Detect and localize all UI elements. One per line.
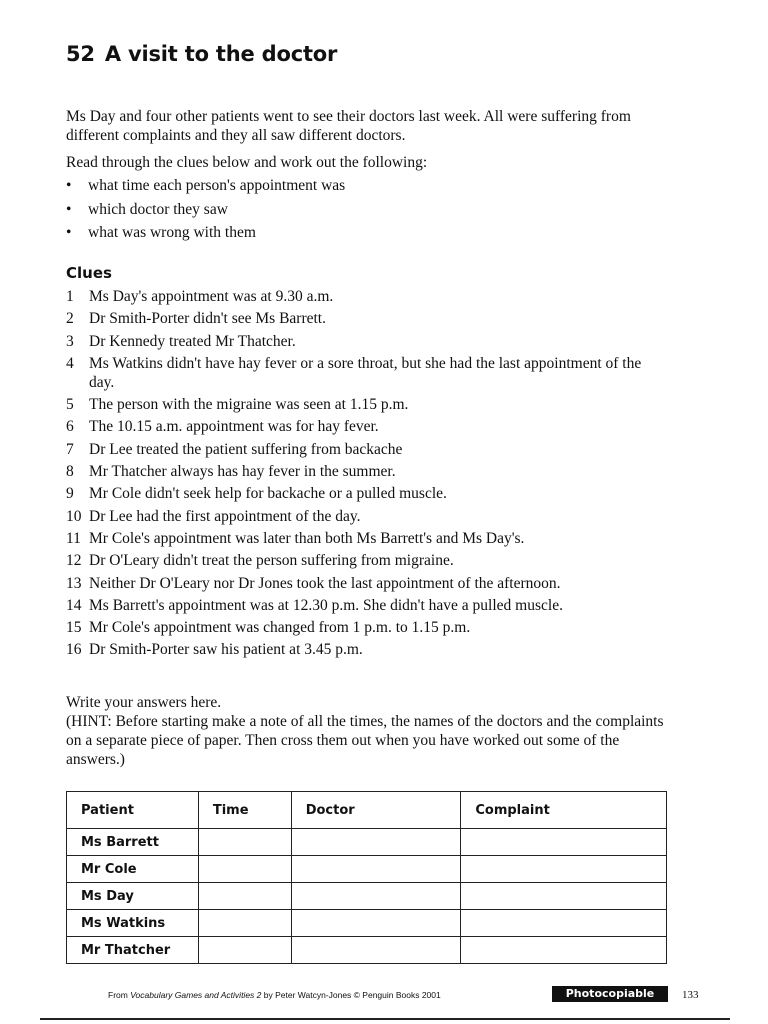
answer-instructions bbox=[66, 693, 666, 769]
complaint-cell[interactable] bbox=[461, 856, 667, 883]
clue-text: Ms Watkins didn't have hay fever or a sore throat, but she had the last appointment of the day. bbox=[89, 354, 642, 391]
footer-credit: From Vocabulary Games and Activities 2 by Peter Watcyn-Jones © Penguin Books 2001 bbox=[108, 990, 441, 1000]
clue-text: Mr Thatcher always has hay fever in the summer. bbox=[89, 463, 396, 481]
clue-item bbox=[66, 395, 666, 414]
answer-intro: Write your answers here. bbox=[66, 694, 222, 711]
doctor-cell[interactable] bbox=[291, 937, 461, 964]
clues-heading: Clues bbox=[66, 264, 112, 282]
column-header: Patient bbox=[67, 792, 199, 829]
task-list bbox=[66, 176, 345, 247]
clue-text: Dr Lee treated the patient suffering from backache bbox=[89, 440, 403, 458]
column-header: Complaint bbox=[461, 792, 667, 829]
footer-divider bbox=[40, 1018, 730, 1020]
patient-cell: Mr Cole bbox=[67, 856, 199, 883]
clue-number: 13 bbox=[66, 574, 82, 592]
table-row bbox=[67, 910, 667, 937]
doctor-cell[interactable] bbox=[291, 829, 461, 856]
clue-number: 14 bbox=[66, 596, 82, 614]
clue-text: Dr Lee had the first appointment of the day. bbox=[89, 507, 361, 525]
clue-item bbox=[66, 507, 666, 526]
page-title bbox=[66, 42, 337, 66]
clue-item bbox=[66, 484, 666, 503]
clue-number: 4 bbox=[66, 354, 74, 372]
clue-text: Dr Kennedy treated Mr Thatcher. bbox=[89, 332, 296, 350]
clue-number: 3 bbox=[66, 332, 74, 350]
clue-text: Mr Cole's appointment was later than both Ms Barrett's and Ms Day's. bbox=[89, 529, 525, 547]
clue-text: The 10.15 a.m. appointment was for hay fever. bbox=[89, 418, 379, 436]
doctor-cell[interactable] bbox=[291, 883, 461, 910]
bullet-icon: • bbox=[66, 200, 72, 218]
clue-item bbox=[66, 332, 666, 351]
book-title: Vocabulary Games and Activities 2 bbox=[130, 990, 262, 1000]
task-item: • which doctor they saw bbox=[66, 200, 228, 218]
clue-item bbox=[66, 440, 666, 459]
clue-text: Mr Cole's appointment was changed from 1 p.m. to 1.15 p.m. bbox=[89, 619, 471, 637]
clue-number: 15 bbox=[66, 619, 82, 637]
complaint-cell[interactable] bbox=[461, 937, 667, 964]
task-item: • what time each person's appointment was bbox=[66, 177, 346, 194]
table-row bbox=[67, 829, 667, 856]
clue-text: Dr O'Leary didn't treat the person suffering from migraine. bbox=[89, 552, 454, 570]
time-cell[interactable] bbox=[198, 910, 291, 937]
clue-number: 7 bbox=[66, 440, 74, 458]
task-item: • what was wrong with them bbox=[66, 224, 256, 241]
patient-cell: Ms Barrett bbox=[67, 829, 199, 856]
clue-number: 10 bbox=[66, 507, 82, 525]
clue-number: 5 bbox=[66, 396, 74, 414]
patient-cell: Ms Watkins bbox=[67, 910, 199, 937]
complaint-cell[interactable] bbox=[461, 829, 667, 856]
clue-text: Dr Smith-Porter didn't see Ms Barrett. bbox=[89, 310, 326, 328]
clue-number: 2 bbox=[66, 310, 74, 328]
clue-text: Mr Cole didn't seek help for backache or a pulled muscle. bbox=[89, 485, 447, 503]
answer-table bbox=[66, 791, 667, 964]
clue-item bbox=[66, 287, 666, 306]
clue-number: 6 bbox=[66, 418, 74, 436]
clue-text: Ms Day's appointment was at 9.30 a.m. bbox=[89, 288, 334, 305]
clue-item bbox=[66, 574, 666, 593]
clue-item bbox=[66, 462, 666, 481]
clue-text: Ms Barrett's appointment was at 12.30 p.m. She didn't have a pulled muscle. bbox=[89, 596, 563, 614]
instruction-text: Read through the clues below and work out the following: bbox=[66, 154, 428, 171]
doctor-cell[interactable] bbox=[291, 910, 461, 937]
bullet-icon: • bbox=[66, 177, 72, 194]
column-header: Doctor bbox=[291, 792, 461, 829]
clue-item bbox=[66, 596, 666, 615]
clue-item bbox=[66, 417, 666, 436]
table-row bbox=[67, 883, 667, 910]
bullet-icon: • bbox=[66, 224, 72, 241]
hint-text: (HINT: Before starting make a note of all the times, the names of the doctors and the complaints on a separate piece of paper. Then cross them out when you have worked out some of the answers.) bbox=[66, 713, 664, 768]
exercise-number: 52 bbox=[66, 42, 95, 66]
clue-number: 12 bbox=[66, 552, 82, 570]
table-row bbox=[67, 856, 667, 883]
table-row bbox=[67, 937, 667, 964]
patient-cell: Mr Thatcher bbox=[67, 937, 199, 964]
doctor-cell[interactable] bbox=[291, 856, 461, 883]
time-cell[interactable] bbox=[198, 883, 291, 910]
column-header: Time bbox=[198, 792, 291, 829]
clue-item bbox=[66, 529, 666, 548]
clue-text: Dr Smith-Porter saw his patient at 3.45 p.m. bbox=[89, 641, 363, 659]
clue-item bbox=[66, 309, 666, 328]
clue-item bbox=[66, 354, 666, 392]
time-cell[interactable] bbox=[198, 937, 291, 964]
patient-cell: Ms Day bbox=[67, 883, 199, 910]
exercise-title: A visit to the doctor bbox=[104, 42, 338, 66]
time-cell[interactable] bbox=[198, 829, 291, 856]
photocopiable-badge: Photocopiable bbox=[552, 986, 668, 1002]
clue-text: The person with the migraine was seen at 1.15 p.m. bbox=[89, 396, 409, 414]
clue-number: 16 bbox=[66, 641, 82, 659]
complaint-cell[interactable] bbox=[461, 883, 667, 910]
time-cell[interactable] bbox=[198, 856, 291, 883]
clue-number: 9 bbox=[66, 485, 74, 503]
clue-number: 1 bbox=[66, 288, 74, 305]
clue-item bbox=[66, 551, 666, 570]
clue-number: 8 bbox=[66, 463, 74, 481]
intro-paragraph: Ms Day and four other patients went to see their doctors last week. All were suffering from different complaints and they all saw different doctors. bbox=[66, 108, 631, 144]
page-number: 133 bbox=[682, 989, 699, 1001]
complaint-cell[interactable] bbox=[461, 910, 667, 937]
clue-item bbox=[66, 640, 666, 659]
clues-list bbox=[66, 287, 666, 663]
clue-item bbox=[66, 618, 666, 637]
clue-text: Neither Dr O'Leary nor Dr Jones took the last appointment of the afternoon. bbox=[89, 574, 561, 592]
table-header-row bbox=[67, 792, 667, 829]
clue-number: 11 bbox=[66, 529, 81, 547]
